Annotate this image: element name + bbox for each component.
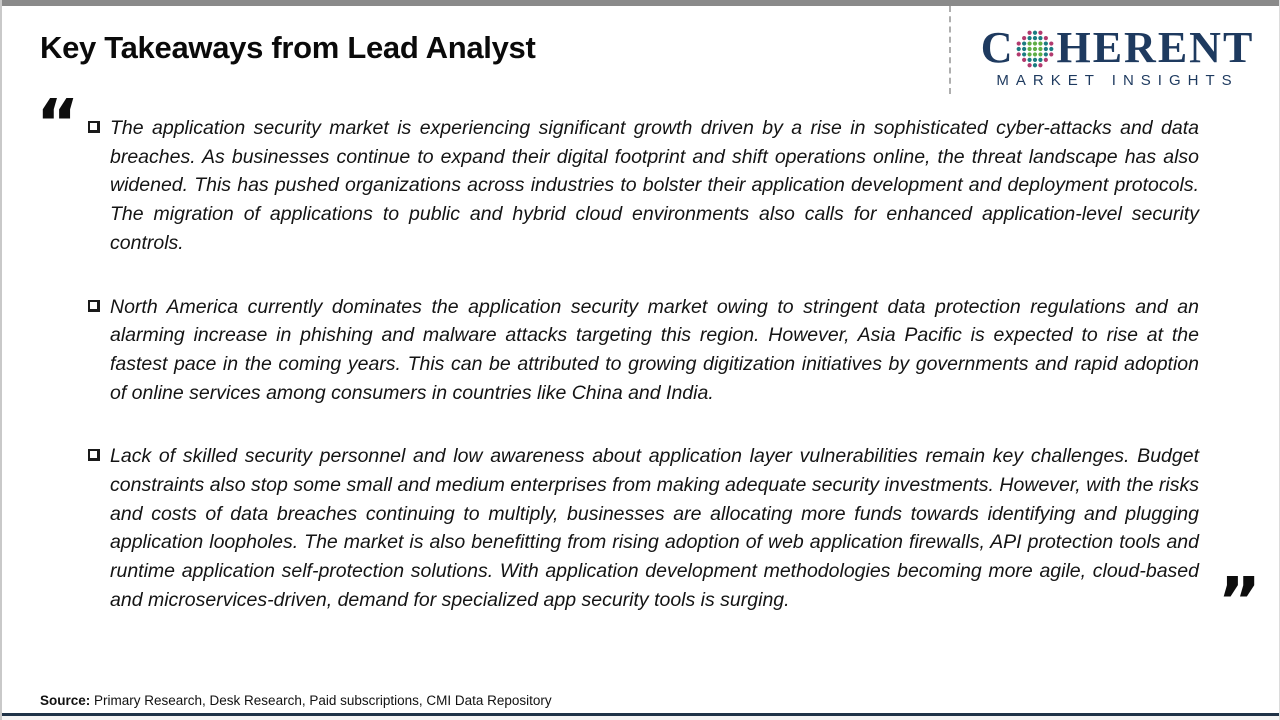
bullet-list: [88, 114, 1199, 650]
close-quote-icon: ”: [1217, 563, 1261, 640]
logo-letter-c: C: [980, 23, 1015, 72]
top-border-bar: [2, 0, 1279, 6]
logo-wordmark: [970, 23, 1265, 72]
footer-under-strip: [2, 716, 1279, 720]
source-label: Source:: [40, 693, 91, 708]
bullet-text: North America currently dominates the application security market owing to stringent data protection regulations and an alarming increase in phishing and malware attacks targeting this region. However, Asia Pacific is expected to rise at the fastest pace in the coming years. This can be attributed to growing digitization initiatives by governments and rapid adoption of online services among consumers in countries like China and India.: [110, 295, 1199, 404]
source-text: Primary Research, Desk Research, Paid subscriptions, CMI Data Repository: [90, 693, 552, 708]
logo-subtitle: MARKET INSIGHTS: [996, 72, 1239, 89]
vertical-dashed-divider: [949, 6, 951, 94]
dotted-globe-icon: [1016, 30, 1054, 68]
logo-letters-herent: HERENT: [1056, 23, 1255, 72]
bullet-item: [88, 114, 1199, 258]
page-title: Key Takeaways from Lead Analyst: [40, 30, 536, 65]
footer-source: [40, 693, 552, 708]
open-quote-icon: “: [36, 85, 80, 162]
square-bullet-icon: [88, 114, 110, 258]
bullet-item: [88, 293, 1199, 408]
square-bullet-icon: [88, 442, 110, 614]
coherent-market-insights-logo: [970, 23, 1265, 89]
bullet-text: Lack of skilled security personnel and low awareness about application layer vulnerabilities remain key challenges. Budget constraints also stop some small and medium enterprises from making adequate security investments. However, with the risks and costs of data breaches continuing to multiply, businesses are allocating more funds towards identifying and plugging application loopholes. The market is also benefitting from rising adoption of web application firewalls, API protection tools and runtime application self-protection solutions. With application development methodologies becoming more agile, cloud-based and microservices-driven, demand for specialized app security tools is surging.: [110, 445, 1199, 611]
bullet-text: The application security market is experiencing significant growth driven by a rise in sophisticated cyber-attacks and data breaches. As businesses continue to expand their digital footprint and shift operations online, the threat landscape has also widened. This has pushed organizations across industries to bolster their application development and deployment protocols. The migration of applications to public and hybrid cloud environments also calls for enhanced application-level security controls.: [110, 117, 1199, 254]
bullet-item: [88, 442, 1199, 614]
square-bullet-icon: [88, 293, 110, 408]
